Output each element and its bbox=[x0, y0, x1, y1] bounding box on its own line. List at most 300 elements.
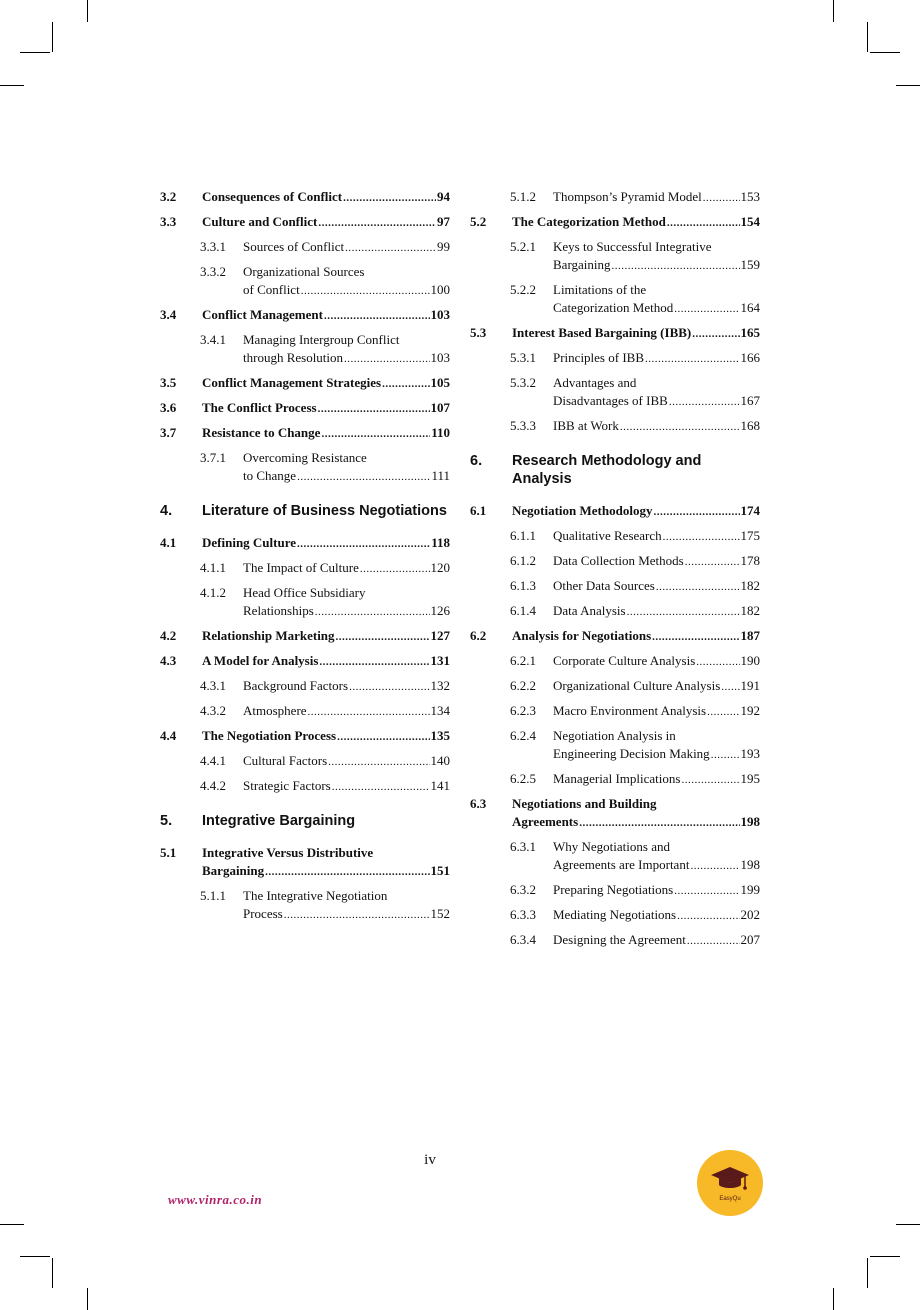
toc-title bbox=[243, 449, 450, 486]
dot-leader bbox=[321, 425, 430, 443]
toc-title bbox=[553, 188, 760, 207]
crop-mark bbox=[87, 0, 88, 22]
crop-mark bbox=[52, 22, 53, 52]
toc-page-number: 103 bbox=[430, 307, 450, 322]
toc-title-line: Bargaining bbox=[553, 257, 611, 272]
toc-title-line: Research Methodology and bbox=[512, 453, 702, 469]
toc-title-line: Atmosphere bbox=[243, 703, 307, 718]
toc-number: 4.4 bbox=[160, 728, 177, 743]
dot-leader bbox=[663, 528, 740, 546]
dot-leader bbox=[360, 560, 430, 578]
graduation-cap-icon bbox=[710, 1165, 750, 1195]
dot-leader bbox=[382, 375, 429, 393]
dot-leader bbox=[656, 578, 740, 596]
toc-title bbox=[553, 906, 760, 925]
toc-subsection[interactable] bbox=[470, 931, 760, 950]
toc-title bbox=[512, 213, 760, 232]
toc-section[interactable] bbox=[160, 374, 450, 393]
crop-mark bbox=[87, 1288, 88, 1310]
toc-section[interactable] bbox=[160, 844, 450, 881]
toc-title bbox=[553, 881, 760, 900]
toc-subsection[interactable] bbox=[470, 527, 760, 546]
toc-section[interactable] bbox=[470, 795, 760, 832]
toc-page-number: 94 bbox=[437, 189, 450, 204]
toc-page-number: 126 bbox=[430, 603, 450, 618]
toc-page-number: 131 bbox=[430, 653, 450, 668]
toc-page-number: 127 bbox=[430, 628, 450, 643]
toc-number: 4.3 bbox=[160, 653, 177, 668]
toc-subsection[interactable] bbox=[470, 349, 760, 368]
toc-title bbox=[512, 324, 760, 343]
dot-leader bbox=[703, 189, 740, 207]
toc-title bbox=[553, 602, 760, 621]
toc-number: 5.3.1 bbox=[510, 350, 536, 365]
toc-subsection[interactable] bbox=[160, 752, 450, 771]
toc-number: 6.3.1 bbox=[510, 839, 536, 854]
toc-title-line: Principles of IBB bbox=[553, 350, 644, 365]
dot-leader bbox=[687, 932, 740, 950]
toc-subsection[interactable] bbox=[160, 887, 450, 924]
toc-subsection[interactable] bbox=[160, 331, 450, 368]
toc-number: 6.2.3 bbox=[510, 703, 536, 718]
toc-number: 6.2.5 bbox=[510, 771, 536, 786]
toc-title-line: Integrative Versus Distributive bbox=[202, 845, 374, 860]
dot-leader bbox=[674, 300, 739, 318]
dot-leader bbox=[318, 400, 430, 418]
toc-title-line: Analysis for Negotiations bbox=[512, 628, 652, 643]
toc-page-number: 103 bbox=[430, 350, 450, 365]
toc-subsection[interactable] bbox=[470, 770, 760, 789]
toc-title bbox=[202, 727, 450, 746]
toc-page-number: 198 bbox=[740, 814, 760, 829]
toc-section[interactable] bbox=[160, 534, 450, 553]
toc-title bbox=[553, 727, 760, 764]
toc-page-number: 111 bbox=[431, 468, 450, 483]
dot-leader bbox=[328, 753, 429, 771]
toc-title bbox=[202, 213, 450, 232]
toc-page-number: 153 bbox=[740, 189, 760, 204]
crop-mark bbox=[896, 85, 920, 86]
toc-title bbox=[553, 527, 760, 546]
toc-title bbox=[243, 238, 450, 257]
dot-leader bbox=[297, 535, 430, 553]
toc-section[interactable] bbox=[470, 502, 760, 521]
toc-page-number: 120 bbox=[430, 560, 450, 575]
toc-number: 3.6 bbox=[160, 400, 177, 415]
toc-page-number: 110 bbox=[431, 425, 450, 440]
toc-title-line: Engineering Decision Making bbox=[553, 746, 710, 761]
toc-title bbox=[553, 417, 760, 436]
toc-title-line: Agreements are Important bbox=[553, 857, 690, 872]
toc-number: 6.1.1 bbox=[510, 528, 536, 543]
toc-title-line: Data Analysis bbox=[553, 603, 626, 618]
toc-title bbox=[243, 559, 450, 578]
dot-leader bbox=[677, 907, 739, 925]
dot-leader bbox=[690, 857, 739, 875]
toc-title-line: The Conflict Process bbox=[202, 400, 317, 415]
toc-title-line: Strategic Factors bbox=[243, 778, 331, 793]
crop-mark bbox=[833, 0, 834, 22]
crop-mark bbox=[0, 1224, 24, 1225]
toc-number: 6.3.4 bbox=[510, 932, 536, 947]
dot-leader bbox=[265, 863, 429, 881]
toc-title bbox=[202, 306, 450, 325]
toc-page-number: 154 bbox=[740, 214, 760, 229]
toc-title-line: Negotiation Methodology bbox=[512, 503, 653, 518]
toc-number: 3.5 bbox=[160, 375, 177, 390]
toc-title-line: Consequences of Conflict bbox=[202, 189, 343, 204]
toc-title-line: Bargaining bbox=[202, 863, 265, 878]
toc-section[interactable] bbox=[160, 188, 450, 207]
crop-mark bbox=[0, 85, 24, 86]
toc-title bbox=[553, 281, 760, 318]
toc-number: 5.1.2 bbox=[510, 189, 536, 204]
publisher-logo bbox=[697, 1150, 763, 1216]
toc-page-number: 193 bbox=[740, 746, 760, 761]
dot-leader bbox=[579, 814, 739, 832]
dot-leader bbox=[318, 214, 436, 232]
toc-title-line: Analysis bbox=[512, 471, 572, 487]
dot-leader bbox=[308, 703, 430, 721]
dot-leader bbox=[336, 628, 430, 646]
toc-page-number: 182 bbox=[740, 578, 760, 593]
toc-section[interactable] bbox=[160, 399, 450, 418]
toc-title-line: of Conflict bbox=[243, 282, 300, 297]
toc-subsection[interactable] bbox=[470, 727, 760, 764]
toc-number: 3.4.1 bbox=[200, 332, 226, 347]
toc-number: 6.2.4 bbox=[510, 728, 536, 743]
toc-title-line: Negotiation Analysis in bbox=[553, 728, 676, 743]
toc-title-line: Organizational Sources bbox=[243, 264, 365, 279]
toc-title-line: Literature of Business Negotiations bbox=[202, 503, 447, 519]
toc-number: 4. bbox=[160, 503, 173, 519]
toc-subsection[interactable] bbox=[470, 374, 760, 411]
toc-page-number: 135 bbox=[430, 728, 450, 743]
toc-title-line: Thompson’s Pyramid Model bbox=[553, 189, 702, 204]
toc-title bbox=[243, 263, 450, 300]
toc-title bbox=[553, 702, 760, 721]
toc-number: 4.3.1 bbox=[200, 678, 226, 693]
toc-number: 3.2 bbox=[160, 189, 177, 204]
toc-number: 6.3.3 bbox=[510, 907, 536, 922]
toc-number: 6.2.1 bbox=[510, 653, 536, 668]
toc-title bbox=[553, 652, 760, 671]
toc-title-line: Relationship Marketing bbox=[202, 628, 335, 643]
dot-leader bbox=[612, 257, 740, 275]
toc-page-number: 167 bbox=[740, 393, 760, 408]
toc-title-line: Process bbox=[243, 906, 283, 921]
toc-title-line: Mediating Negotiations bbox=[553, 907, 677, 922]
crop-mark bbox=[52, 1258, 53, 1288]
toc-title bbox=[512, 502, 760, 521]
toc-page-number: 132 bbox=[430, 678, 450, 693]
toc-title-line: The Categorization Method bbox=[512, 214, 666, 229]
toc-section[interactable] bbox=[160, 627, 450, 646]
toc-page-number: 190 bbox=[740, 653, 760, 668]
toc-number: 4.3.2 bbox=[200, 703, 226, 718]
toc-page-number: 107 bbox=[430, 400, 450, 415]
toc-number: 6.1.2 bbox=[510, 553, 536, 568]
dot-leader bbox=[707, 703, 739, 721]
toc-chapter[interactable] bbox=[160, 502, 450, 520]
toc-title bbox=[202, 502, 450, 520]
toc-chapter[interactable] bbox=[470, 452, 760, 488]
toc-page-number: 202 bbox=[740, 907, 760, 922]
toc-number: 3.4 bbox=[160, 307, 177, 322]
toc-subsection[interactable] bbox=[470, 881, 760, 900]
dot-leader bbox=[685, 553, 740, 571]
toc-title-line: Corporate Culture Analysis bbox=[553, 653, 696, 668]
dot-leader bbox=[667, 214, 740, 232]
toc-title-line: Head Office Subsidiary bbox=[243, 585, 366, 600]
toc-number: 6.1.4 bbox=[510, 603, 536, 618]
toc-subsection[interactable] bbox=[160, 677, 450, 696]
toc-title bbox=[553, 349, 760, 368]
toc-title bbox=[202, 399, 450, 418]
dot-leader bbox=[345, 239, 436, 257]
toc-number: 5.3 bbox=[470, 325, 487, 340]
toc-title bbox=[553, 931, 760, 950]
toc-title-line: Keys to Successful Integrative bbox=[553, 239, 712, 254]
dot-leader bbox=[332, 778, 430, 796]
toc-title-line: Sources of Conflict bbox=[243, 239, 345, 254]
dot-leader bbox=[343, 189, 436, 207]
toc-subsection[interactable] bbox=[470, 652, 760, 671]
dot-leader bbox=[324, 307, 430, 325]
toc-page-number: 182 bbox=[740, 603, 760, 618]
toc-title-line: The Impact of Culture bbox=[243, 560, 359, 575]
toc-title-line: Categorization Method bbox=[553, 300, 674, 315]
toc-section[interactable] bbox=[160, 424, 450, 443]
toc-subsection[interactable] bbox=[160, 238, 450, 257]
toc-page-number: 159 bbox=[740, 257, 760, 272]
toc-title-line: Other Data Sources bbox=[553, 578, 655, 593]
crop-mark bbox=[867, 22, 868, 52]
dot-leader bbox=[674, 882, 739, 900]
toc-subsection[interactable] bbox=[160, 702, 450, 721]
toc-page-number: 178 bbox=[740, 553, 760, 568]
toc-title bbox=[553, 238, 760, 275]
toc-number: 5.2.2 bbox=[510, 282, 536, 297]
toc-title bbox=[512, 452, 760, 488]
toc-title bbox=[243, 777, 450, 796]
toc-title bbox=[553, 838, 760, 875]
toc-section[interactable] bbox=[470, 213, 760, 232]
toc-page-number: 118 bbox=[431, 535, 450, 550]
dot-leader bbox=[696, 653, 739, 671]
crop-mark bbox=[867, 1258, 868, 1288]
toc-page-number: 99 bbox=[437, 239, 450, 254]
toc-title bbox=[553, 770, 760, 789]
toc-subsection[interactable] bbox=[470, 238, 760, 275]
page-number: iv bbox=[424, 1152, 436, 1168]
toc-page-number: 140 bbox=[430, 753, 450, 768]
crop-mark bbox=[20, 1256, 50, 1257]
dot-leader bbox=[669, 393, 740, 411]
dot-leader bbox=[721, 678, 739, 696]
toc-number: 4.1.1 bbox=[200, 560, 226, 575]
crop-mark bbox=[20, 52, 50, 53]
toc-title-line: Advantages and bbox=[553, 375, 637, 390]
toc-number: 3.7.1 bbox=[200, 450, 226, 465]
toc-number: 5.2.1 bbox=[510, 239, 536, 254]
toc-number: 3.3.1 bbox=[200, 239, 226, 254]
toc-chapter[interactable] bbox=[160, 812, 450, 830]
toc-title-line: Relationships bbox=[243, 603, 314, 618]
toc-title-line: Resistance to Change bbox=[202, 425, 321, 440]
toc-subsection[interactable] bbox=[470, 702, 760, 721]
toc-page-number: 105 bbox=[430, 375, 450, 390]
toc-title-line: Qualitative Research bbox=[553, 528, 662, 543]
toc-page-number: 152 bbox=[430, 906, 450, 921]
toc-number: 6.1.3 bbox=[510, 578, 536, 593]
toc-title-line: Culture and Conflict bbox=[202, 214, 318, 229]
toc-subsection[interactable] bbox=[160, 777, 450, 796]
dot-leader bbox=[297, 468, 430, 486]
toc-title bbox=[243, 702, 450, 721]
toc-page-number: 175 bbox=[740, 528, 760, 543]
dot-leader bbox=[349, 678, 429, 696]
dot-leader bbox=[620, 418, 740, 436]
toc-subsection[interactable] bbox=[470, 906, 760, 925]
crop-mark bbox=[870, 52, 900, 53]
toc-subsection[interactable] bbox=[470, 838, 760, 875]
toc-page-number: 199 bbox=[740, 882, 760, 897]
toc-number: 5. bbox=[160, 813, 173, 829]
dot-leader bbox=[645, 350, 740, 368]
toc-title bbox=[202, 652, 450, 671]
toc-page-number: 195 bbox=[740, 771, 760, 786]
toc-subsection[interactable] bbox=[470, 552, 760, 571]
toc-number: 5.3.2 bbox=[510, 375, 536, 390]
dot-leader bbox=[319, 653, 429, 671]
website-link[interactable]: www.vinra.co.in bbox=[168, 1192, 263, 1207]
toc-title-line: Integrative Bargaining bbox=[202, 813, 356, 829]
toc-page-number: 198 bbox=[740, 857, 760, 872]
toc-title-line: through Resolution bbox=[243, 350, 344, 365]
toc-title bbox=[243, 752, 450, 771]
toc-title bbox=[512, 795, 760, 832]
toc-title bbox=[202, 374, 450, 393]
toc-section[interactable] bbox=[470, 324, 760, 343]
dot-leader bbox=[681, 771, 739, 789]
toc-page-number: 134 bbox=[430, 703, 450, 718]
toc-page-number: 151 bbox=[430, 863, 450, 878]
toc-subsection[interactable] bbox=[160, 559, 450, 578]
toc-title-line: The Integrative Negotiation bbox=[243, 888, 388, 903]
dot-leader bbox=[315, 603, 430, 621]
toc-page-number: 166 bbox=[740, 350, 760, 365]
toc-page-number: 165 bbox=[740, 325, 760, 340]
toc-section[interactable] bbox=[160, 306, 450, 325]
toc-title bbox=[553, 677, 760, 696]
toc-subsection[interactable] bbox=[470, 188, 760, 207]
dot-leader bbox=[284, 906, 430, 924]
dot-leader bbox=[344, 350, 429, 368]
toc-number: 6. bbox=[470, 453, 483, 469]
toc-title bbox=[202, 844, 450, 881]
toc-number: 4.4.2 bbox=[200, 778, 226, 793]
toc-title-line: Macro Environment Analysis bbox=[553, 703, 707, 718]
toc-title-line: Conflict Management Strategies bbox=[202, 375, 382, 390]
toc-title-line: Data Collection Methods bbox=[553, 553, 684, 568]
toc-number: 4.1.2 bbox=[200, 585, 226, 600]
toc-section[interactable] bbox=[160, 652, 450, 671]
toc-subsection[interactable] bbox=[470, 602, 760, 621]
toc-section[interactable] bbox=[160, 213, 450, 232]
dot-leader bbox=[652, 628, 739, 646]
toc-title bbox=[553, 577, 760, 596]
toc-title-line: Agreements bbox=[512, 814, 579, 829]
toc-title-line: Why Negotiations and bbox=[553, 839, 670, 854]
toc-subsection[interactable] bbox=[470, 677, 760, 696]
toc-title-line: Limitations of the bbox=[553, 282, 647, 297]
toc-section[interactable] bbox=[470, 627, 760, 646]
dot-leader bbox=[711, 746, 740, 764]
toc-number: 3.7 bbox=[160, 425, 177, 440]
toc-subsection[interactable] bbox=[470, 417, 760, 436]
toc-title-line: Managerial Implications bbox=[553, 771, 681, 786]
toc-title-line: Cultural Factors bbox=[243, 753, 328, 768]
toc-page-number: 164 bbox=[740, 300, 760, 315]
toc-page-number: 97 bbox=[437, 214, 450, 229]
crop-mark bbox=[870, 1256, 900, 1257]
dot-leader bbox=[301, 282, 430, 300]
dot-leader bbox=[653, 503, 739, 521]
toc-number: 5.1.1 bbox=[200, 888, 226, 903]
toc-title-line: to Change bbox=[243, 468, 297, 483]
toc-subsection[interactable] bbox=[470, 577, 760, 596]
toc-title-line: Designing the Agreement bbox=[553, 932, 686, 947]
toc-subsection[interactable] bbox=[160, 584, 450, 621]
logo-text: EasyQu bbox=[719, 1195, 741, 1202]
toc-subsection[interactable] bbox=[160, 263, 450, 300]
dot-leader bbox=[627, 603, 740, 621]
toc-title bbox=[512, 627, 760, 646]
toc-title-line: Conflict Management bbox=[202, 307, 323, 322]
toc-number: 5.3.3 bbox=[510, 418, 536, 433]
toc-subsection[interactable] bbox=[470, 281, 760, 318]
toc-page-number: 168 bbox=[740, 418, 760, 433]
toc-title bbox=[243, 584, 450, 621]
toc-title-line: The Negotiation Process bbox=[202, 728, 337, 743]
toc-title-line: Disadvantages of IBB bbox=[553, 393, 668, 408]
toc-title-line: Negotiations and Building bbox=[512, 796, 657, 811]
dot-leader bbox=[692, 325, 739, 343]
toc-number: 3.3.2 bbox=[200, 264, 226, 279]
toc-number: 6.3.2 bbox=[510, 882, 536, 897]
toc-subsection[interactable] bbox=[160, 449, 450, 486]
toc-number: 6.2 bbox=[470, 628, 487, 643]
toc-number: 3.3 bbox=[160, 214, 177, 229]
toc-title bbox=[202, 188, 450, 207]
toc-title-line: Preparing Negotiations bbox=[553, 882, 674, 897]
toc-title-line: Interest Based Bargaining (IBB) bbox=[512, 325, 692, 340]
toc-title-line: Overcoming Resistance bbox=[243, 450, 367, 465]
toc-title bbox=[553, 552, 760, 571]
toc-number: 4.2 bbox=[160, 628, 177, 643]
toc-title bbox=[202, 812, 450, 830]
toc-page-number: 187 bbox=[740, 628, 760, 643]
toc-section[interactable] bbox=[160, 727, 450, 746]
toc-number: 5.1 bbox=[160, 845, 177, 860]
toc-right-column bbox=[470, 188, 760, 950]
toc-page-number: 191 bbox=[740, 678, 760, 693]
toc-number: 6.1 bbox=[470, 503, 487, 518]
toc-page-number: 207 bbox=[740, 932, 760, 947]
toc-number: 6.3 bbox=[470, 796, 487, 811]
toc-title bbox=[243, 331, 450, 368]
